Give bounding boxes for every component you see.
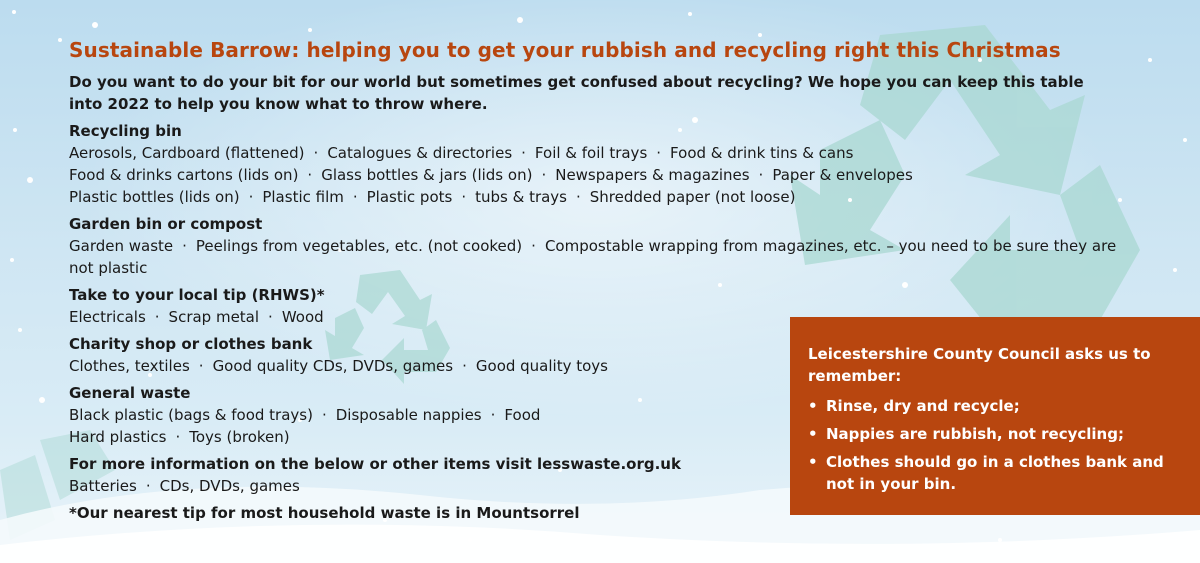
- waste-item: Scrap metal: [168, 308, 260, 326]
- separator-dot: ·: [490, 406, 496, 424]
- waste-item: Food & drink tins & cans: [670, 144, 854, 162]
- waste-item: Foil & foil trays: [534, 144, 648, 162]
- waste-item: Black plastic (bags & food trays): [69, 406, 313, 424]
- waste-item: Disposable nappies: [335, 406, 482, 424]
- separator-dot: ·: [462, 357, 467, 375]
- section-heading: Take to your local tip (RHWS)*: [69, 286, 325, 304]
- waste-item: Hard plastics: [69, 428, 167, 446]
- waste-item: Electricals: [69, 308, 146, 326]
- bullet-icon: •: [808, 425, 818, 443]
- separator-dot: ·: [268, 308, 273, 326]
- item-line: [69, 235, 1119, 279]
- callout-item-text: Clothes should go in a clothes bank and not in your bin.: [826, 453, 1164, 493]
- waste-item: CDs, DVDs, games: [159, 477, 300, 495]
- separator-dot: ·: [175, 428, 181, 446]
- council-callout: [790, 317, 1200, 515]
- callout-item-text: Nappies are rubbish, not recycling;: [826, 425, 1124, 443]
- separator-dot: ·: [313, 144, 319, 162]
- waste-item: Peelings from vegetables, etc. (not cooked): [195, 237, 523, 255]
- separator-dot: ·: [198, 357, 204, 375]
- section: [69, 120, 1129, 208]
- separator-dot: ·: [758, 166, 764, 184]
- page-title: Sustainable Barrow: helping you to get your rubbish and recycling right this Christmas: [69, 38, 1061, 62]
- separator-dot: ·: [656, 144, 662, 162]
- waste-item: Food: [504, 406, 541, 424]
- bullet-icon: •: [808, 453, 818, 471]
- separator-dot: ·: [145, 477, 151, 495]
- separator-dot: ·: [531, 237, 536, 255]
- section-heading: General waste: [69, 384, 191, 402]
- separator-dot: ·: [307, 166, 313, 184]
- callout-item: [808, 451, 1184, 495]
- section-heading: Charity shop or clothes bank: [69, 335, 313, 353]
- intro-text: Do you want to do your bit for our world but sometimes get confused about recycling? We hope you can keep this table into 2022 to help you know what to throw where.: [69, 73, 1084, 113]
- waste-item: Plastic pots: [366, 188, 453, 206]
- item-line: [69, 186, 1129, 208]
- separator-dot: ·: [248, 188, 254, 206]
- callout-heading: Leicestershire County Council asks us to remember:: [808, 345, 1151, 385]
- waste-item: Food & drinks cartons (lids on): [69, 166, 299, 184]
- waste-item: Shredded paper (not loose): [589, 188, 796, 206]
- waste-item: tubs & trays: [475, 188, 567, 206]
- separator-dot: ·: [541, 166, 547, 184]
- waste-item: Plastic film: [262, 188, 344, 206]
- waste-item: Good quality toys: [475, 357, 608, 375]
- callout-item-text: Rinse, dry and recycle;: [826, 397, 1020, 415]
- separator-dot: ·: [321, 406, 327, 424]
- item-line: [69, 142, 1129, 164]
- separator-dot: ·: [576, 188, 581, 206]
- waste-item: Batteries: [69, 477, 137, 495]
- section-heading: Garden bin or compost: [69, 215, 263, 233]
- callout-item: [808, 423, 1184, 445]
- section-heading: For more information on the below or other items visit lesswaste.org.uk: [69, 455, 681, 473]
- waste-item: Compostable wrapping from magazines, etc. – you need to be sure they are not plastic: [69, 237, 1117, 277]
- waste-item: Catalogues & directories: [327, 144, 513, 162]
- waste-item: Clothes, textiles: [69, 357, 190, 375]
- waste-item: Wood: [281, 308, 324, 326]
- separator-dot: ·: [521, 144, 526, 162]
- waste-item: Garden waste: [69, 237, 174, 255]
- bullet-icon: •: [808, 397, 818, 415]
- section-heading: Recycling bin: [69, 122, 182, 140]
- callout-list: [808, 395, 1184, 495]
- footnote: *Our nearest tip for most household waste is in Mountsorrel: [69, 504, 580, 522]
- item-line: [69, 164, 1129, 186]
- waste-item: Glass bottles & jars (lids on): [321, 166, 533, 184]
- waste-item: Plastic bottles (lids on): [69, 188, 240, 206]
- waste-item: Aerosols, Cardboard (flattened): [69, 144, 305, 162]
- callout-item: [808, 395, 1184, 417]
- waste-item: Paper & envelopes: [772, 166, 913, 184]
- separator-dot: ·: [352, 188, 358, 206]
- separator-dot: ·: [154, 308, 160, 326]
- separator-dot: ·: [182, 237, 187, 255]
- section: [69, 213, 1129, 279]
- waste-item: Toys (broken): [189, 428, 290, 446]
- separator-dot: ·: [461, 188, 467, 206]
- waste-item: Good quality CDs, DVDs, games: [212, 357, 454, 375]
- waste-item: Newspapers & magazines: [555, 166, 750, 184]
